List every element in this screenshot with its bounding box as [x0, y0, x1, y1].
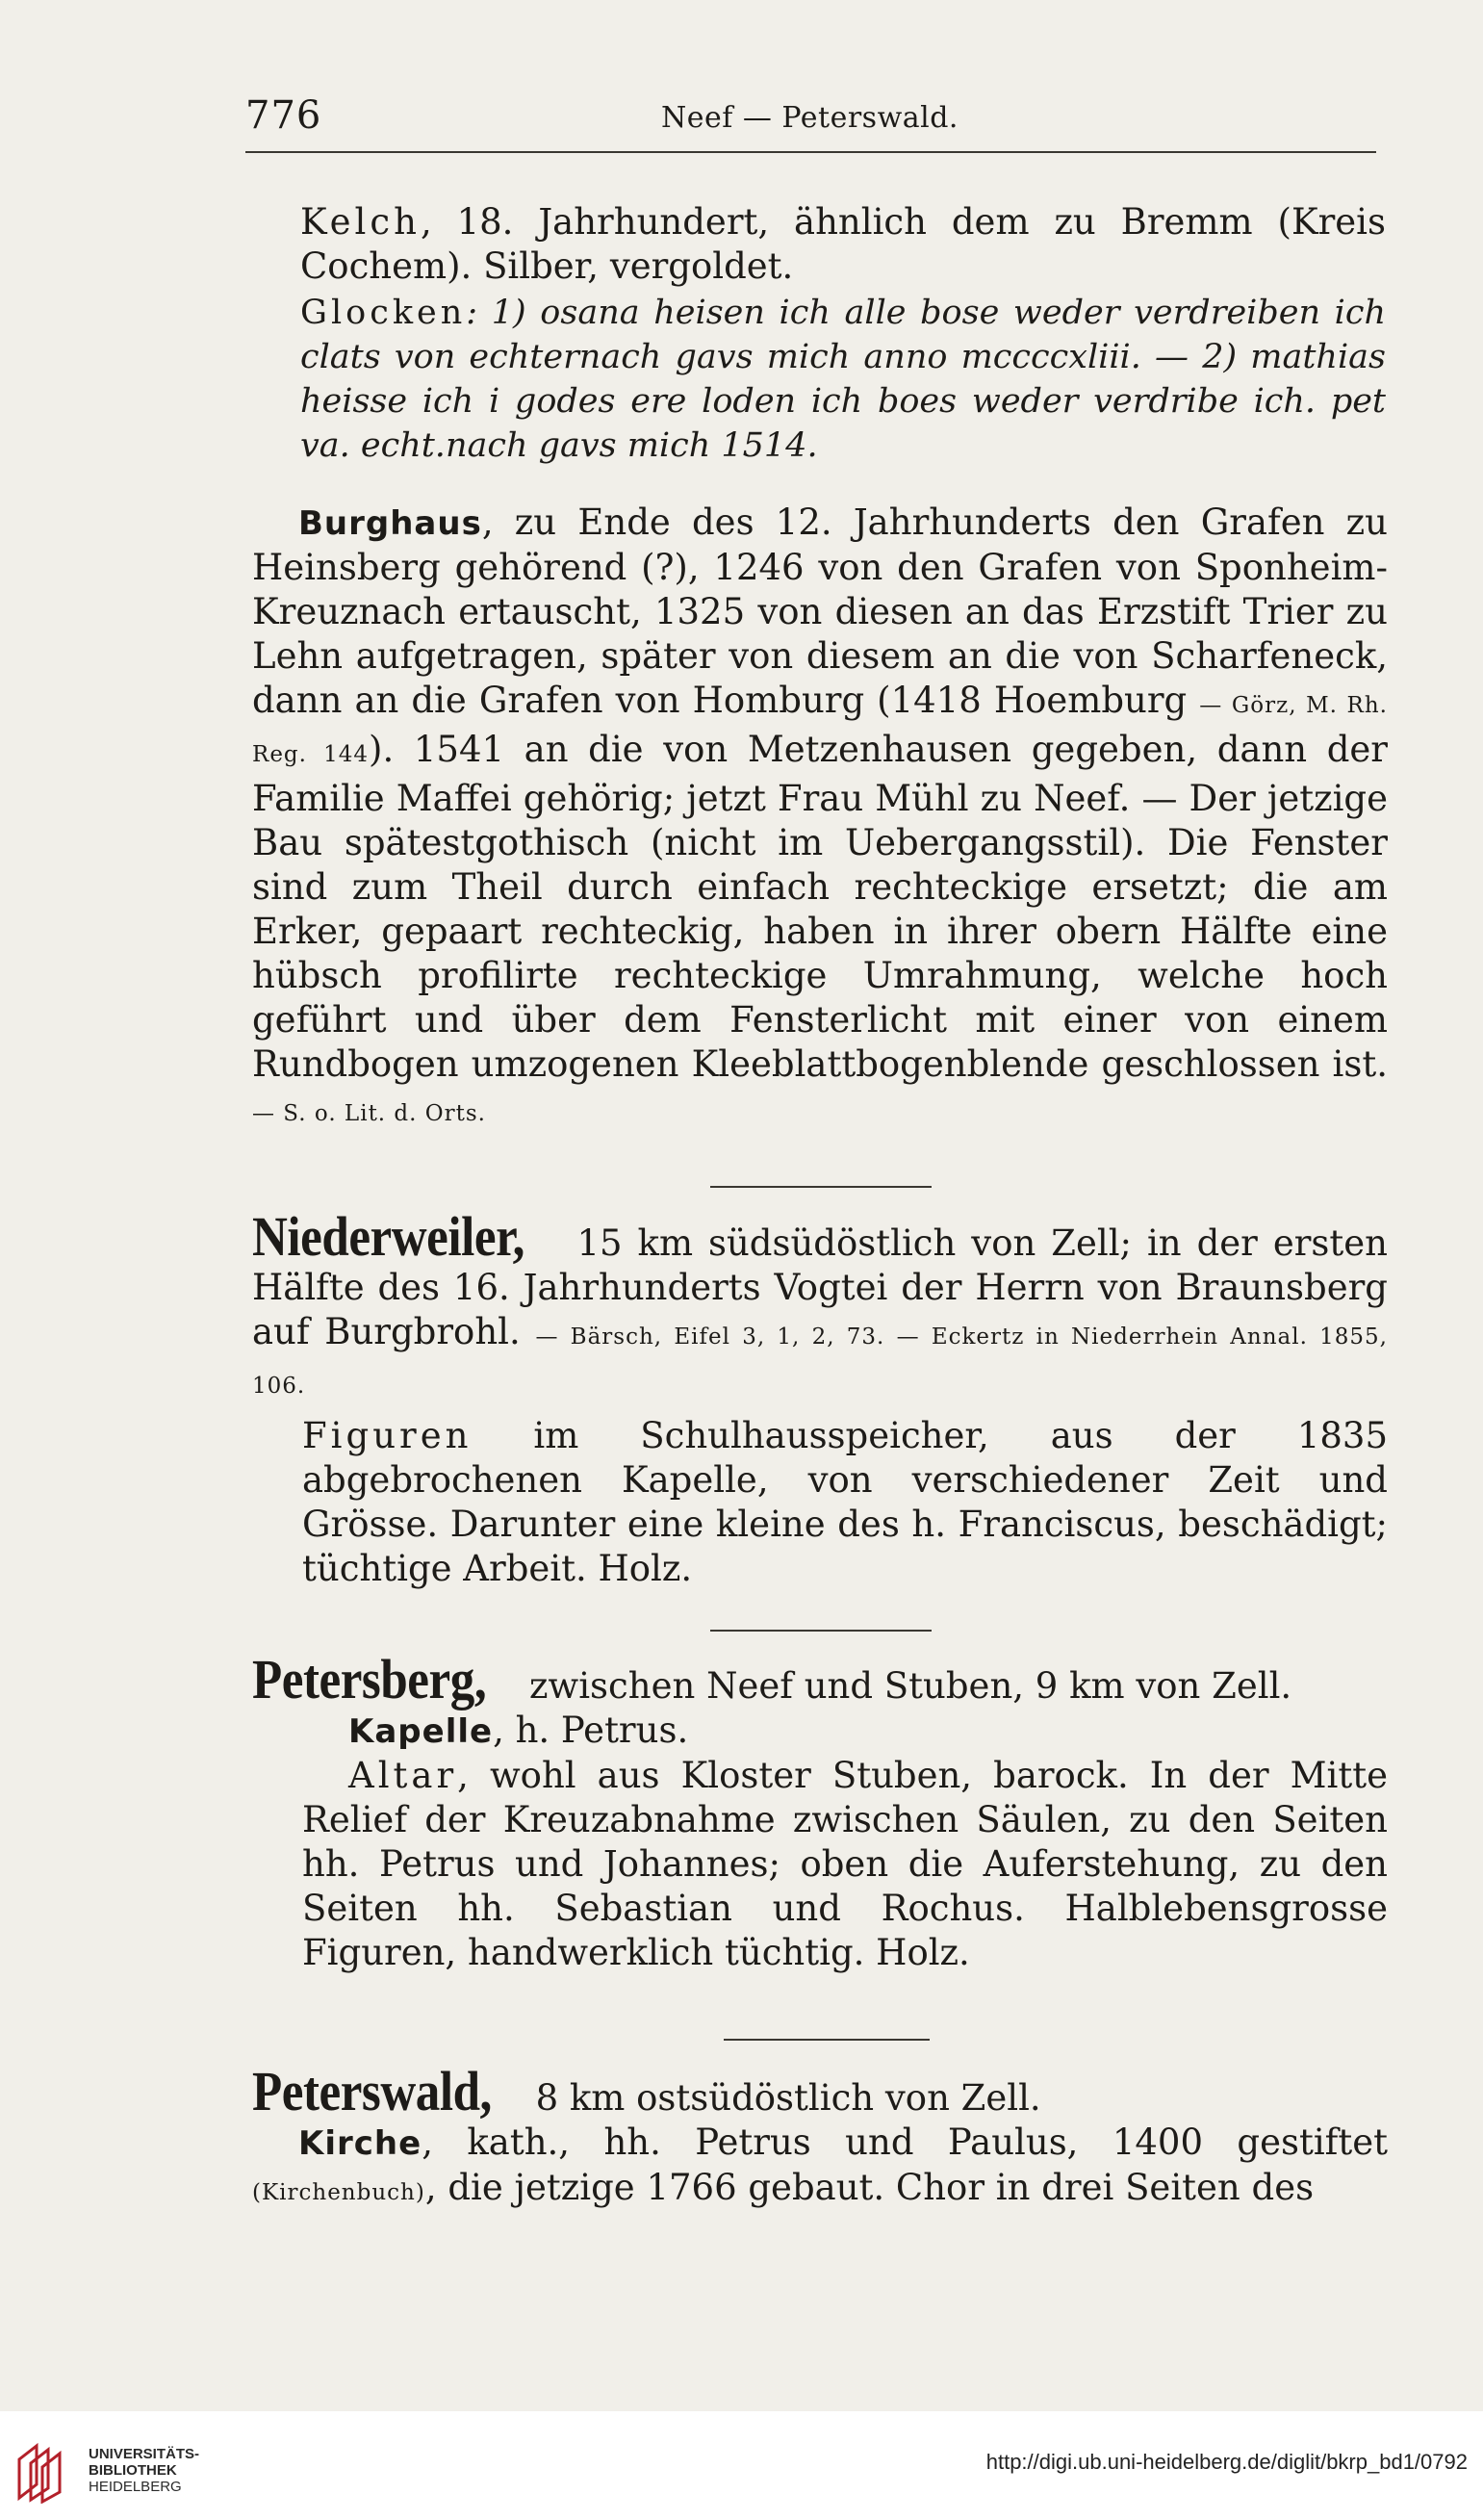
burghaus-paragraph — [252, 501, 1388, 1136]
kirche-reference: (Kirchenbuch) — [252, 2180, 425, 2205]
glocken-inscription: : 1) osana heisen ich alle bose weder verdreiben ich clats von echternach gavs mich anno mccccxliii. — 2) mathias heisse ich i godes ere loden ich boes weder verdribe ich. pet va. echt.nach gavs mich 1514. — [300, 294, 1386, 465]
niederweiler-intro: 15 km südsüdöstlich von Zell; in der ersten Hälfte des 16. Jahrhunderts Vogtei der Herrn von Braunsberg auf Burgbrohl. — [252, 1222, 1388, 1352]
library-name — [89, 2446, 199, 2495]
kirche-text-2: , die jetzige 1766 gebaut. Chor in drei Seiten des — [424, 2167, 1315, 2208]
niederweiler-title: Niederweiler, — [252, 1205, 524, 1268]
peterswald-entry — [252, 2060, 1388, 2122]
kirche-paragraph — [252, 2121, 1388, 2215]
section-divider — [710, 1630, 932, 1632]
niederweiler-section — [252, 1205, 1388, 1591]
glocken-paragraph — [300, 291, 1386, 468]
kelch-label: Kelch — [300, 201, 421, 243]
section-divider — [710, 1186, 932, 1188]
kelch-paragraph — [300, 200, 1386, 289]
page-number: 776 — [245, 93, 322, 138]
burghaus-section — [252, 501, 1388, 1136]
figuren-text: im Schulhausspeicher, aus der 1835 abgebrochenen Kapelle, von verschiedener Zeit und Grösse. Darunter eine kleine des h. Franciscus, beschädigt; tüchtige Arbeit. Holz. — [302, 1415, 1388, 1589]
niederweiler-reference: — Bärsch, Eifel 3, 1, 2, 73. — Eckertz in Niederrhein Annal. 1855, 106. — [252, 1324, 1388, 1399]
burghaus-text-1: , zu Ende des 12. Jahrhunderts den Grafen zu Heinsberg gehörend (?), 1246 von den Grafen von Sponheim-Kreuznach ertauscht, 1325 von diesen an das Erzstift Trier zu Lehn aufgetragen, später von diesem an die von Scharfeneck, dann an die Grafen von Homburg (1418 Hoemburg — [252, 501, 1388, 721]
kirche-label: Kirche — [298, 2124, 422, 2163]
kapelle-paragraph — [348, 1709, 1388, 1754]
altar-paragraph — [302, 1754, 1388, 1975]
petersberg-entry — [252, 1648, 1388, 1710]
peterswald-section — [252, 2060, 1388, 2215]
burghaus-reference-2: — S. o. Lit. d. Orts. — [252, 1101, 486, 1126]
peterswald-title: Peterswald, — [252, 2060, 492, 2122]
library-name-line: BIBLIOTHEK — [89, 2462, 177, 2479]
library-name-line: UNIVERSITÄTS- — [89, 2446, 200, 2462]
altar-label: Altar — [348, 1755, 458, 1796]
petersberg-title: Petersberg, — [252, 1648, 487, 1710]
kirche-text: , kath., hh. Petrus und Paulus, 1400 gestiftet — [422, 2121, 1388, 2163]
peterswald-intro: 8 km ostsüdöstlich von Zell. — [524, 2077, 1041, 2119]
petersberg-section — [252, 1648, 1388, 1975]
kapelle-text: , h. Petrus. — [493, 1710, 689, 1751]
petersberg-intro: zwischen Neef und Stuben, 9 km von Zell. — [518, 1665, 1292, 1707]
kelch-text: , 18. Jahrhundert, ähnlich dem zu Bremm (Kreis Cochem). Silber, vergoldet. — [300, 201, 1386, 287]
altar-text: , wohl aus Kloster Stuben, barock. In der Mitte Relief der Kreuzabnahme zwischen Säulen, zu den Seiten hh. Petrus und Johannes; oben die Auferstehung, zu den Seiten hh. Sebastian und Rochus. Halblebensgrosse Figuren, handwerklich tüchtig. Holz. — [302, 1755, 1388, 1973]
permalink-url[interactable]: http://digi.ub.uni-heidelberg.de/diglit/bkrp_bd1/0792 — [985, 2450, 1468, 2474]
figuren-label: Figuren — [302, 1415, 473, 1456]
library-logo-icon — [13, 2440, 71, 2504]
neef-continuation — [300, 200, 1386, 468]
burghaus-label: Burghaus — [298, 504, 482, 543]
running-title: Neef — Peterswald. — [661, 101, 959, 135]
viewer-footer — [0, 2411, 1483, 2520]
niederweiler-entry — [252, 1205, 1388, 1408]
burghaus-reference-1: — Görz, M. Rh. Reg. 144 — [252, 693, 1388, 767]
figuren-paragraph — [302, 1414, 1388, 1591]
burghaus-text-2: ). 1541 an die von Metzenhausen gegeben, dann der Familie Maffei gehörig; jetzt Frau Mühl zu Neef. — Der jetzige Bau spätestgothisch (nicht im Uebergangsstil). Die Fenster sind zum Theil durch einfach rechteckige ersetzt; die am Erker, gepaart rechteckig, haben in ihrer obern Hälfte eine hübsch profilirte rechteckige Umrahmung, welche hoch geführt und über dem Fensterlicht mit einer von einem Rundbogen umzogenen Kleeblattbogenblende geschlossen ist. — [252, 729, 1388, 1085]
page-header — [245, 91, 1376, 153]
kapelle-label: Kapelle — [348, 1712, 494, 1751]
glocken-label: Glocken — [300, 294, 467, 332]
section-divider — [724, 2039, 930, 2041]
library-name-line: HEIDELBERG — [89, 2479, 182, 2495]
